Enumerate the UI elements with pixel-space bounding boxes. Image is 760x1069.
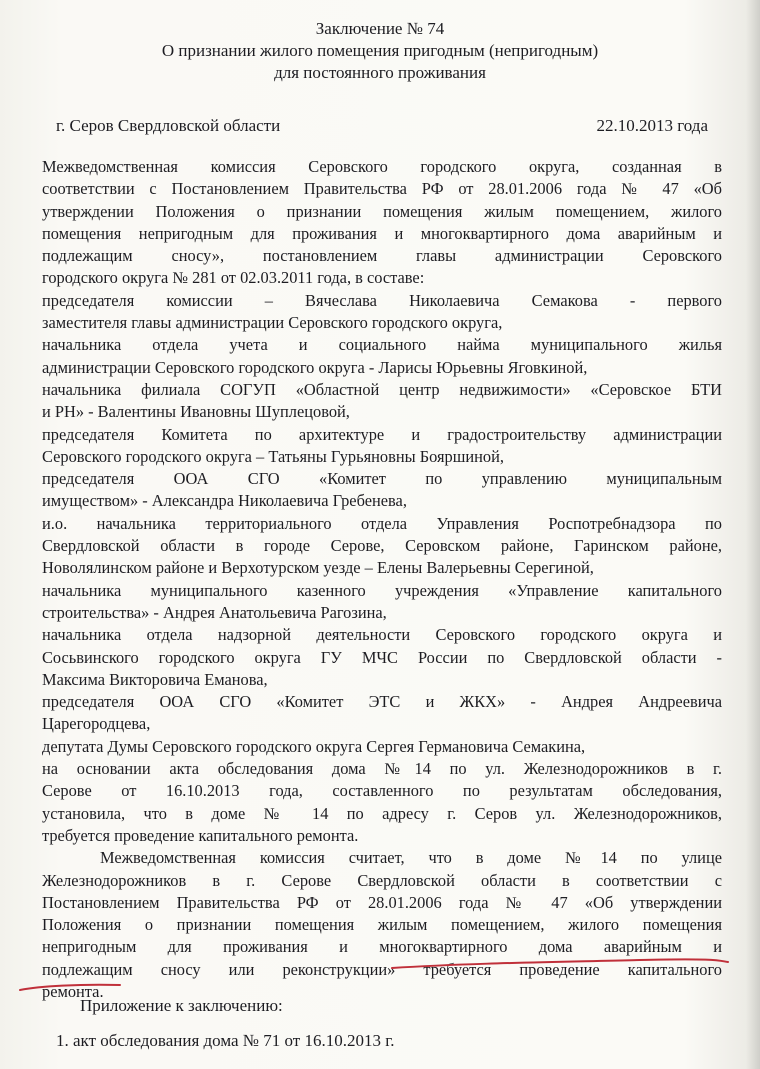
document-title: Заключение № 74 xyxy=(315,19,445,38)
body-line: ремонта. xyxy=(42,981,104,1001)
body-line: председателя ООА СГО «Комитет ЭТС и ЖКХ» - Андрея Андреевича xyxy=(42,692,722,712)
body-line: строительства» - Андрея Анатольевича Рагозина, xyxy=(42,602,387,622)
body-line: подлежащим сносу», постановлением главы администрации Серовского xyxy=(42,246,722,266)
body-line: председателя ООА СГО «Комитет по управлению муниципальным xyxy=(42,469,722,489)
attachment-title: Приложение к заключению: xyxy=(80,996,283,1015)
attachment-item: 1. акт обследования дома № 71 от 16.10.2013 г. xyxy=(56,1031,395,1050)
body-line: Межведомственная комиссия Серовского городского округа, созданная в xyxy=(42,157,722,176)
body-line: Положения о признании помещения жилым помещением, жилого помещения xyxy=(42,915,722,935)
body-line: помещения непригодным для проживания и многоквартирного дома аварийным и xyxy=(42,223,722,243)
body-line: начальника отдела надзорной деятельности Серовского городского округа и xyxy=(42,625,722,645)
body-line: и.о. начальника территориального отдела Управления Роспотребнадзора по xyxy=(42,513,722,533)
body-line: начальника филиала СОГУП «Областной центр недвижимости» «Серовское БТИ xyxy=(42,379,722,399)
document-header xyxy=(0,18,760,84)
body-line: депутата Думы Серовского городского округа Сергея Германовича Семакина, xyxy=(42,736,586,756)
body-line: Царегородцева, xyxy=(42,714,151,734)
date: 22.10.2013 года xyxy=(596,116,708,135)
body-line: имуществом» - Александра Николаевича Гребенева, xyxy=(42,491,407,511)
body-line: соответствии с Постановлением Правительства РФ от 28.01.2006 года № 47 «Об xyxy=(42,179,722,199)
body-line: председателя Комитета по архитектуре и градостроительству администрации xyxy=(42,424,722,444)
document-subtitle: О признании жилого помещения пригодным (непригодным) xyxy=(161,41,599,60)
place-date-line xyxy=(56,116,708,136)
body-line: требуется проведение капитального ремонта. xyxy=(42,825,359,845)
body-line: Серове от 16.10.2013 года, составленного по результатам обследования, xyxy=(42,781,722,801)
place: г. Серов Свердловской области xyxy=(56,116,281,135)
body-line: установила, что в доме № 14 по адресу г. Серов ул. Железнодорожников, xyxy=(42,803,722,823)
body-line: непригодным для проживания и многоквартирного дома аварийным и xyxy=(42,937,722,957)
document-subtitle-2: для постоянного проживания xyxy=(274,63,486,82)
body-line: Максима Викторовича Еманова, xyxy=(42,669,268,689)
body-line: городского округа № 281 от 02.03.2011 года, в составе: xyxy=(42,268,425,288)
body-line: подлежащим сносу или реконструкции» требуется проведение капитального xyxy=(42,959,722,979)
body-line: Серовского городского округа – Татьяны Гурьяновны Бояршиной, xyxy=(42,446,504,466)
page-edge-shadow xyxy=(746,0,760,1069)
body-line: начальника муниципального казенного учреждения «Управление капитального xyxy=(42,580,722,600)
body-line: и РН» - Валентины Ивановны Шуплецовой, xyxy=(42,402,350,422)
body-line: председателя комиссии – Вячеслава Николаевича Семакова - первого xyxy=(42,290,722,310)
body-line: Железнодорожников в г. Серове Свердловской области в соответствии с xyxy=(42,870,722,890)
body-line: Постановлением Правительства РФ от 28.01.2006 года № 47 «Об утверждении xyxy=(42,892,722,912)
body-line: Новолялинском районе и Верхотурском уезде – Елены Валерьевны Серегиной, xyxy=(42,558,594,578)
body-line: Сосьвинского городского округа ГУ МЧС России по Свердловской области - xyxy=(42,647,722,667)
document-body xyxy=(42,156,722,1003)
body-line: Межведомственная комиссия считает, что в доме №14 по улице xyxy=(100,848,722,868)
body-line: администрации Серовского городского округа - Ларисы Юрьевны Яговкиной, xyxy=(42,357,588,377)
body-line: заместителя главы администрации Серовского городского округа, xyxy=(42,313,503,333)
body-line: начальника отдела учета и социального найма муниципального жилья xyxy=(42,335,722,355)
body-line: на основании акта обследования дома №14 по ул. Железнодорожников в г. xyxy=(42,759,722,779)
body-line: Свердловской области в городе Серове, Серовском районе, Гаринском районе, xyxy=(42,536,722,556)
body-line: утверждении Положения о признании помещения жилым помещением, жилого xyxy=(42,201,722,221)
